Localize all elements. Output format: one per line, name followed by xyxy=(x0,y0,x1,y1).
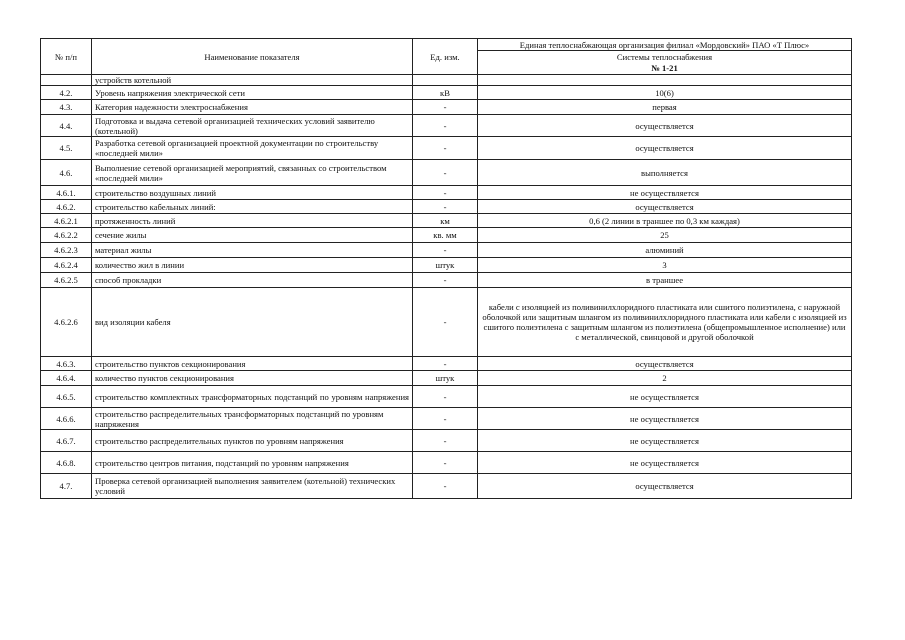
indicator-name-cell: количество жил в линии xyxy=(92,258,413,273)
value-cell: 2 xyxy=(478,371,852,386)
row-number-cell: 4.6.3. xyxy=(41,357,92,371)
row-number-cell: 4.6.2.1 xyxy=(41,214,92,228)
value-cell: не осуществляется xyxy=(478,430,852,452)
table-row xyxy=(41,288,852,357)
row-number-cell: 4.6.2.2 xyxy=(41,228,92,243)
table-row xyxy=(41,214,852,228)
value-cell: 0,6 (2 линии в траншее по 0,3 км каждая) xyxy=(478,214,852,228)
unit-cell: - xyxy=(413,430,478,452)
indicator-name-cell: Разработка сетевой организацией проектной документации по строительству «последней мили» xyxy=(92,137,413,160)
table-row xyxy=(41,357,852,371)
value-cell xyxy=(478,75,852,86)
value-cell: не осуществляется xyxy=(478,408,852,430)
row-number-cell: 4.6. xyxy=(41,160,92,186)
indicator-name-cell: строительство кабельных линий: xyxy=(92,200,413,214)
unit-cell: - xyxy=(413,357,478,371)
row-number-cell: 4.6.2.3 xyxy=(41,243,92,258)
indicators-table xyxy=(40,38,852,499)
value-cell: осуществляется xyxy=(478,200,852,214)
value-cell: осуществляется xyxy=(478,474,852,499)
table-row xyxy=(41,452,852,474)
indicator-name-cell: строительство распределительных трансформаторных подстанций по уровням напряжения xyxy=(92,408,413,430)
unit-cell: - xyxy=(413,160,478,186)
indicator-name-cell: строительство пунктов секционирования xyxy=(92,357,413,371)
indicator-name-cell: количество пунктов секционирования xyxy=(92,371,413,386)
row-number-cell: 4.7. xyxy=(41,474,92,499)
row-number-cell xyxy=(41,75,92,86)
indicator-name-cell: материал жилы xyxy=(92,243,413,258)
unit-cell: - xyxy=(413,452,478,474)
document-page xyxy=(40,38,852,499)
value-cell: 25 xyxy=(478,228,852,243)
indicator-name-cell: строительство комплектных трансформаторных подстанций по уровням напряжения xyxy=(92,386,413,408)
value-cell: 3 xyxy=(478,258,852,273)
indicator-name-cell: способ прокладки xyxy=(92,273,413,288)
row-number-cell: 4.6.2. xyxy=(41,200,92,214)
unit-cell: - xyxy=(413,408,478,430)
value-cell: не осуществляется xyxy=(478,186,852,200)
unit-cell: штук xyxy=(413,258,478,273)
unit-cell: - xyxy=(413,386,478,408)
table-row xyxy=(41,371,852,386)
unit-cell: - xyxy=(413,200,478,214)
indicator-name-cell: устройств котельной xyxy=(92,75,413,86)
value-cell: выполняется xyxy=(478,160,852,186)
row-number-cell: 4.6.2.4 xyxy=(41,258,92,273)
value-cell: не осуществляется xyxy=(478,386,852,408)
col-header-num: № п/п xyxy=(41,39,92,75)
value-cell: алюминий xyxy=(478,243,852,258)
unit-cell: кВ xyxy=(413,86,478,100)
table-row xyxy=(41,408,852,430)
row-number-cell: 4.6.7. xyxy=(41,430,92,452)
indicator-name-cell: Выполнение сетевой организацией мероприятий, связанных со строительством «последней мили» xyxy=(92,160,413,186)
indicator-name-cell: Подготовка и выдача сетевой организацией технических условий заявителю (котельной) xyxy=(92,115,413,137)
table-row xyxy=(41,137,852,160)
table-row xyxy=(41,160,852,186)
indicator-name-cell: Проверка сетевой организацией выполнения заявителем (котельной) технических условий xyxy=(92,474,413,499)
row-number-cell: 4.6.1. xyxy=(41,186,92,200)
col-header-systems: Системы теплоснабжения xyxy=(478,51,852,63)
row-number-cell: 4.2. xyxy=(41,86,92,100)
unit-cell: кв. мм xyxy=(413,228,478,243)
row-number-cell: 4.3. xyxy=(41,100,92,115)
indicator-name-cell: строительство воздушных линий xyxy=(92,186,413,200)
col-header-systems-no: № 1-21 xyxy=(478,62,852,75)
row-number-cell: 4.6.6. xyxy=(41,408,92,430)
unit-cell: штук xyxy=(413,371,478,386)
value-cell: 10(6) xyxy=(478,86,852,100)
indicator-name-cell: строительство распределительных пунктов по уровням напряжения xyxy=(92,430,413,452)
table-row xyxy=(41,474,852,499)
value-cell: осуществляется xyxy=(478,137,852,160)
unit-cell: - xyxy=(413,100,478,115)
header-row-1 xyxy=(41,39,852,51)
row-number-cell: 4.5. xyxy=(41,137,92,160)
value-cell: первая xyxy=(478,100,852,115)
col-header-name: Наименование показателя xyxy=(92,39,413,75)
unit-cell: - xyxy=(413,273,478,288)
unit-cell: - xyxy=(413,474,478,499)
indicator-name-cell: Уровень напряжения электрической сети xyxy=(92,86,413,100)
row-number-cell: 4.6.8. xyxy=(41,452,92,474)
col-header-org: Единая теплоснабжающая организация филиал «Мордовский» ПАО «Т Плюс» xyxy=(478,39,852,51)
unit-cell: км xyxy=(413,214,478,228)
table-row xyxy=(41,386,852,408)
indicator-name-cell: строительство центров питания, подстанций по уровням напряжения xyxy=(92,452,413,474)
value-cell: в траншее xyxy=(478,273,852,288)
table-row xyxy=(41,75,852,86)
table-row xyxy=(41,430,852,452)
table-row xyxy=(41,100,852,115)
table-row xyxy=(41,273,852,288)
table-row xyxy=(41,186,852,200)
table-row xyxy=(41,115,852,137)
unit-cell xyxy=(413,75,478,86)
row-number-cell: 4.6.2.5 xyxy=(41,273,92,288)
indicator-name-cell: протяженность линий xyxy=(92,214,413,228)
value-cell: осуществляется xyxy=(478,357,852,371)
unit-cell: - xyxy=(413,243,478,258)
table-row xyxy=(41,258,852,273)
table-row xyxy=(41,228,852,243)
table-row xyxy=(41,243,852,258)
row-number-cell: 4.6.4. xyxy=(41,371,92,386)
indicator-name-cell: Категория надежности электроснабжения xyxy=(92,100,413,115)
table-row xyxy=(41,86,852,100)
unit-cell: - xyxy=(413,115,478,137)
row-number-cell: 4.6.2.6 xyxy=(41,288,92,357)
unit-cell: - xyxy=(413,186,478,200)
value-cell: кабели с изоляцией из поливинилхлоридного пластиката или сшитого полиэтилена, с наружной оболочкой или защитным шлангом из поливинилхлоридного пластиката или кабели с изоляцией из сшитого полиэтилена с защитным шлангом из полиэтилена (общепромышленное исполнение) или с металлической, свинцовой и другой оболочкой xyxy=(478,288,852,357)
row-number-cell: 4.4. xyxy=(41,115,92,137)
col-header-unit: Ед. изм. xyxy=(413,39,478,75)
indicator-name-cell: вид изоляции кабеля xyxy=(92,288,413,357)
indicator-name-cell: сечение жилы xyxy=(92,228,413,243)
unit-cell: - xyxy=(413,137,478,160)
value-cell: осуществляется xyxy=(478,115,852,137)
unit-cell: - xyxy=(413,288,478,357)
row-number-cell: 4.6.5. xyxy=(41,386,92,408)
value-cell: не осуществляется xyxy=(478,452,852,474)
table-row xyxy=(41,200,852,214)
